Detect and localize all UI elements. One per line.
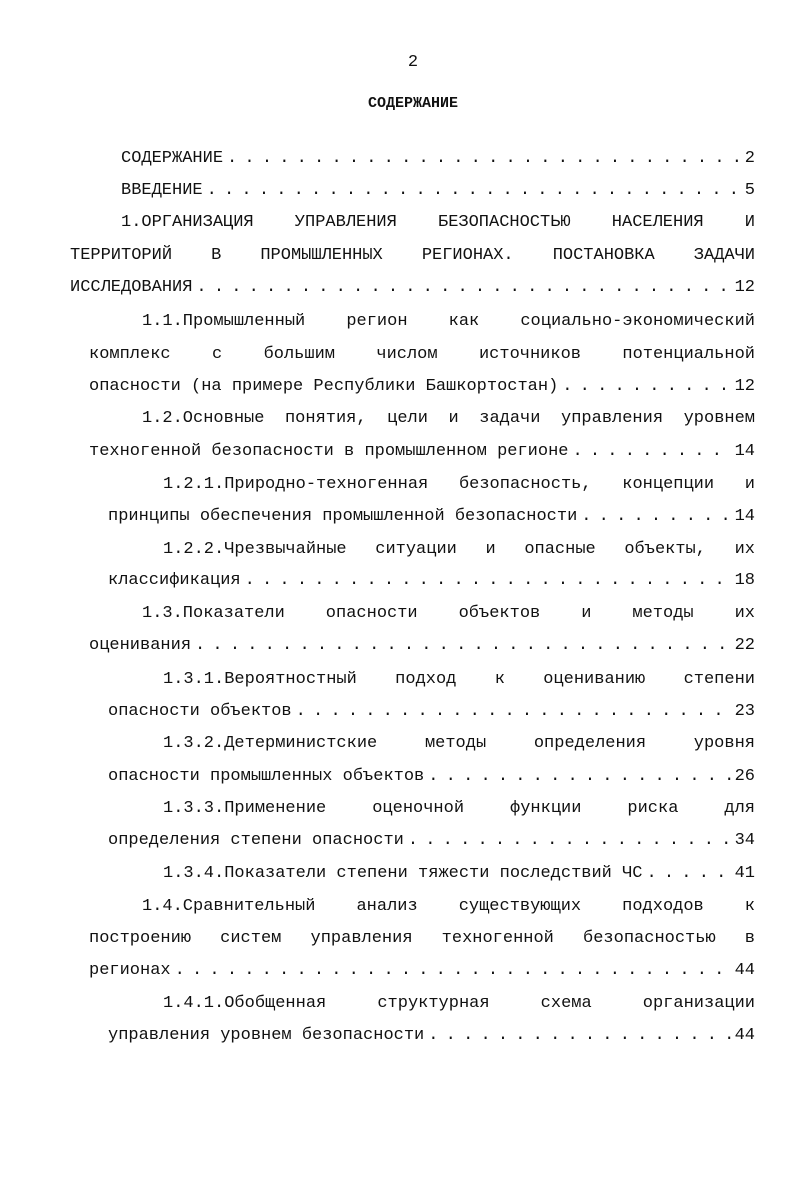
toc-entry-line[interactable]: 1.2.1.Природно-техногенная безопасность, концепции и (163, 475, 755, 494)
toc-entry[interactable] (70, 272, 755, 304)
toc-entry-page: 26 (734, 767, 755, 786)
toc-entry-line[interactable]: 1.3.1.Вероятностный подход к оцениванию степени (163, 670, 755, 689)
toc-entry-title: определения степени опасности (108, 831, 404, 850)
toc-entry-title: принципы обеспечения промышленной безопасности (108, 507, 578, 526)
toc-entry-line[interactable]: ТЕРРИТОРИЙ В ПРОМЫШЛЕННЫХ РЕГИОНАХ. ПОСТАНОВКА ЗАДАЧИ (70, 246, 755, 265)
toc-entry-page: 12 (734, 377, 755, 396)
toc-entry-title: техногенной безопасности в промышленном регионе (89, 442, 569, 461)
dot-leader (646, 858, 730, 890)
dot-leader (562, 371, 730, 403)
toc-entry-page: 2 (744, 149, 755, 168)
toc-entry-line[interactable]: 1.3.3.Применение оценочной функции риска для (163, 799, 755, 818)
toc-entry-page: 44 (734, 961, 755, 980)
toc-entry-line[interactable]: 1.1.Промышленный регион как социально-экономический (142, 312, 755, 331)
toc-entry-page: 22 (734, 636, 755, 655)
toc-entry-title: оценивания (89, 636, 192, 655)
dot-leader (572, 436, 730, 468)
dot-leader (196, 272, 730, 304)
toc-entry-line[interactable]: 1.4.1.Обобщенная структурная схема организации (163, 994, 755, 1013)
toc-entry-title: ИССЛЕДОВАНИЯ (70, 278, 193, 297)
toc-entry[interactable] (163, 858, 755, 890)
toc-entry-title: опасности промышленных объектов (108, 767, 425, 786)
toc-entry-page: 23 (734, 702, 755, 721)
toc-entry-title: классификация (108, 571, 241, 590)
toc-entry[interactable] (108, 565, 755, 597)
toc-entry[interactable] (89, 436, 755, 468)
toc-entry-line[interactable]: 1.ОРГАНИЗАЦИЯ УПРАВЛЕНИЯ БЕЗОПАСНОСТЬЮ НАСЕЛЕНИЯ И (121, 213, 755, 232)
toc-entry[interactable] (89, 371, 755, 403)
toc-entry[interactable] (108, 825, 755, 857)
dot-leader (428, 1020, 730, 1052)
toc-entry-line[interactable]: 1.2.2.Чрезвычайные ситуации и опасные объекты, их (163, 540, 755, 559)
toc-entry[interactable] (89, 955, 755, 987)
page-title: СОДЕРЖАНИЕ (367, 95, 458, 112)
toc-entry[interactable] (89, 630, 755, 662)
toc-entry-page: 41 (734, 864, 755, 883)
toc-entry-title: 1.3.4.Показатели степени тяжести последствий ЧС (163, 864, 643, 883)
toc-entry-page: 14 (734, 507, 755, 526)
dot-leader (175, 955, 731, 987)
dot-leader (245, 565, 731, 597)
toc-entry-title: управления уровнем безопасности (108, 1026, 425, 1045)
toc-entry[interactable] (108, 1020, 755, 1052)
dot-leader (207, 175, 741, 207)
dot-leader (408, 825, 731, 857)
toc-entry-line[interactable]: 1.4.Сравнительный анализ существующих подходов к (142, 897, 755, 916)
page-number: 2 (407, 53, 419, 72)
toc-entry-page: 44 (734, 1026, 755, 1045)
toc-entry-line[interactable]: комплекс с большим числом источников потенциальной (89, 345, 755, 364)
toc-entry-title: опасности (на примере Республики Башкортостан) (89, 377, 559, 396)
toc-entry-page: 18 (734, 571, 755, 590)
toc-entry[interactable] (108, 696, 755, 728)
dot-leader (296, 696, 731, 728)
toc-entry[interactable] (121, 175, 755, 207)
toc-entry-page: 34 (734, 831, 755, 850)
dot-leader (428, 761, 730, 793)
toc-entry-title: опасности объектов (108, 702, 292, 721)
toc-entry-page: 12 (734, 278, 755, 297)
toc-entry-line[interactable]: 1.2.Основные понятия, цели и задачи управления уровнем (142, 409, 755, 428)
toc-entry-line[interactable]: 1.3.2.Детерминистские методы определения уровня (163, 734, 755, 753)
toc-entry[interactable] (108, 761, 755, 793)
toc-entry-title: СОДЕРЖАНИЕ (121, 149, 224, 168)
dot-leader (227, 143, 741, 175)
toc-entry[interactable] (121, 143, 755, 175)
toc-entry-page: 5 (744, 181, 755, 200)
toc-entry-page: 14 (734, 442, 755, 461)
dot-leader (581, 501, 730, 533)
toc-entry-line[interactable]: построению систем управления техногенной безопасностью в (89, 929, 755, 948)
toc-entry-line[interactable]: 1.3.Показатели опасности объектов и методы их (142, 604, 755, 623)
toc-entry[interactable] (108, 501, 755, 533)
toc-entry-title: ВВЕДЕНИЕ (121, 181, 203, 200)
dot-leader (195, 630, 731, 662)
toc-entry-title: регионах (89, 961, 171, 980)
